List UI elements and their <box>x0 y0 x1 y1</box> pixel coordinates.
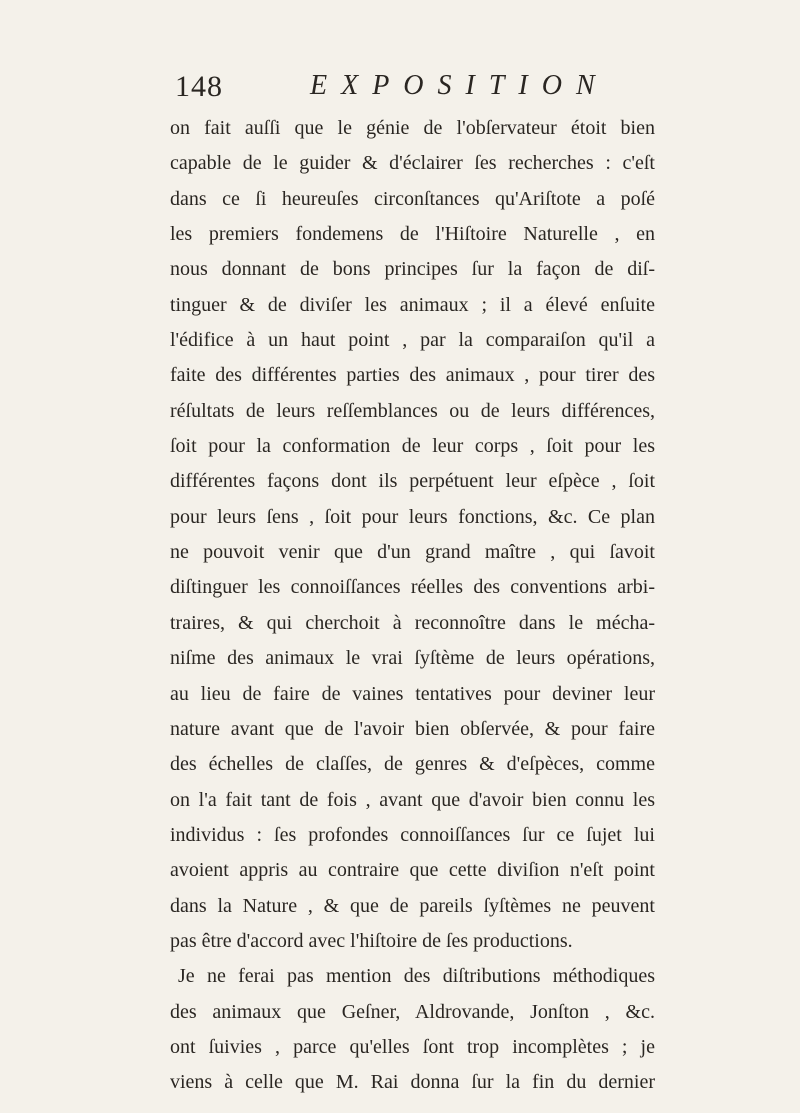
text-line: pas être d'accord avec l'hiſtoire de ſes productions. <box>170 929 573 952</box>
text-line: faite des différentes parties des animaux , pour tirer des <box>170 364 655 387</box>
text-line: viens à celle que M. Rai donna ſur la fin du dernier <box>170 1071 655 1094</box>
text-line: on fait auſſi que le génie de l'obſervateur étoit bien <box>170 117 655 139</box>
page-number: 148 <box>175 70 223 103</box>
text-line: dans ce ſi heureuſes circonſtances qu'Ariſtote a poſé <box>170 187 655 210</box>
text-line: ne pouvoit venir que d'un grand maître , qui ſavoit <box>170 541 655 564</box>
text-line: traires, & qui cherchoit à reconnoître dans le mécha- <box>170 611 655 634</box>
text-line: les premiers fondemens de l'Hiſtoire Naturelle , en <box>170 223 655 246</box>
text-line: des échelles de claſſes, de genres & d'eſpèces, comme <box>170 753 655 776</box>
running-title: EXPOSITION <box>310 70 609 101</box>
text-line: niſme des animaux le vrai ſyſtème de leurs opérations, <box>170 647 655 670</box>
page-header <box>175 70 655 110</box>
text-line: réſultats de leurs reſſemblances ou de leurs différences, <box>170 399 655 422</box>
text-line: ſoit pour la conformation de leur corps , ſoit pour les <box>170 435 655 458</box>
body-text <box>170 111 655 1101</box>
text-line: pour leurs ſens , ſoit pour leurs fonctions, &c. Ce plan <box>170 505 655 528</box>
text-line: nature avant que de l'avoir bien obſervée, & pour faire <box>170 717 655 740</box>
text-line: Je ne ferai pas mention des diſtributions méthodiques <box>178 965 655 988</box>
text-line: avoient appris au contraire que cette diviſion n'eſt point <box>170 859 655 882</box>
text-line: différentes façons dont ils perpétuent leur eſpèce , ſoit <box>170 470 655 493</box>
text-line: l'édifice à un haut point , par la comparaiſon qu'il a <box>170 329 655 352</box>
text-line: diſtinguer les connoiſſances réelles des conventions arbi- <box>170 576 655 599</box>
text-line: au lieu de faire de vaines tentatives pour deviner leur <box>170 682 655 705</box>
text-line: capable de le guider & d'éclairer ſes recherches : c'eſt <box>170 152 655 175</box>
text-line: dans la Nature , & que de pareils ſyſtèmes ne peuvent <box>170 894 655 917</box>
text-line: individus : ſes profondes connoiſſances ſur ce ſujet lui <box>170 823 655 846</box>
text-line: nous donnant de bons principes ſur la façon de diſ- <box>170 258 655 281</box>
text-line: ont ſuivies , parce qu'elles ſont trop incomplètes ; je <box>170 1035 655 1058</box>
text-line: des animaux que Geſner, Aldrovande, Jonſton , &c. <box>170 1000 655 1023</box>
text-line: tinguer & de diviſer les animaux ; il a élevé enſuite <box>170 293 655 316</box>
text-line: on l'a fait tant de fois , avant que d'avoir bien connu les <box>170 788 655 811</box>
